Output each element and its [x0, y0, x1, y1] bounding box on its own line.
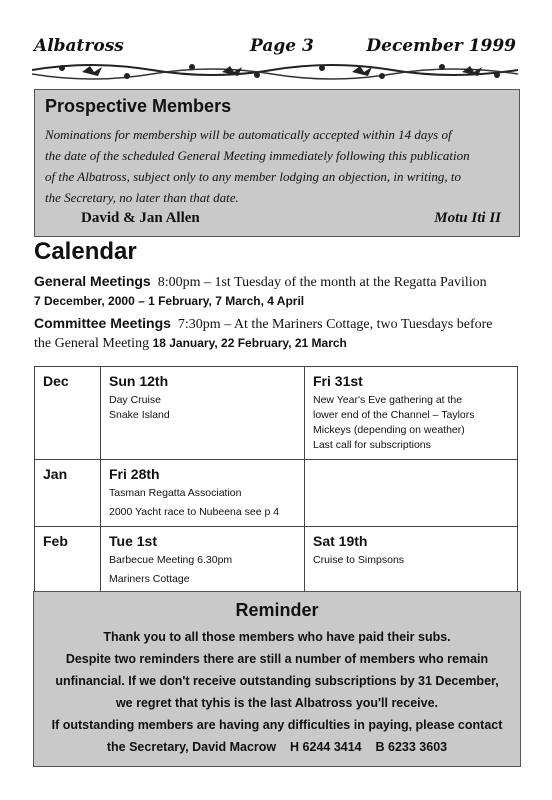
event-line: Mickeys (depending on weather) — [313, 424, 465, 436]
table-row — [35, 460, 518, 527]
table-row — [35, 367, 518, 460]
page-header — [32, 36, 518, 88]
general-meetings-info — [34, 272, 518, 311]
reminder-line: Despite two reminders there are still a number of members who remain — [65, 652, 489, 666]
prospective-text-line: of the Albatross, subject only to any member lodging an objection, in writing, to — [45, 169, 461, 184]
event-cell — [305, 367, 518, 460]
general-meetings-detail: 8:00pm – 1st Tuesday of the month at the Regatta Pavilion — [157, 275, 487, 290]
event-date: Fri 28th — [109, 466, 160, 482]
general-meetings-label: General Meetings — [34, 273, 151, 289]
event-line: Mariners Cottage — [109, 573, 190, 585]
prospective-members-box — [34, 89, 520, 237]
committee-meetings-label: Committee Meetings — [34, 315, 171, 331]
general-meetings-dates: 7 December, 2000 – 1 February, 7 March, 4 April — [34, 294, 305, 308]
issue-date: December 1999 — [366, 36, 516, 56]
prospective-members-text — [45, 124, 511, 208]
reminder-box — [33, 591, 521, 767]
event-line: New Year's Eve gathering at the — [313, 394, 463, 406]
month-cell: Feb — [35, 527, 101, 594]
publication-name: Albatross — [34, 36, 124, 56]
event-date: Sat 19th — [313, 533, 368, 549]
committee-meetings-detail-2: the General Meeting — [34, 336, 150, 351]
event-cell — [101, 367, 305, 460]
event-date: Tue 1st — [109, 533, 157, 549]
committee-meetings-dates: 18 January, 22 February, 21 March — [152, 336, 347, 350]
event-line: Cruise to Simpsons — [313, 554, 405, 566]
month-cell: Jan — [35, 460, 101, 527]
event-line: Day Cruise — [109, 394, 161, 406]
event-date: Sun 12th — [109, 373, 169, 389]
reminder-line: unfinancial. If we don't receive outstanding subscriptions by 31 December, — [55, 674, 499, 688]
prospective-text-line: the date of the scheduled General Meeting immediately following this publication — [45, 148, 470, 163]
table-row — [35, 527, 518, 594]
event-line: 2000 Yacht race to Nubeena see p 4 — [109, 506, 280, 518]
reminder-line: If outstanding members are having any difficulties in paying, please contact — [51, 718, 503, 732]
calendar-table — [34, 366, 518, 594]
reminder-line: Thank you to all those members who have paid their subs. — [103, 630, 451, 644]
event-date: Fri 31st — [313, 373, 363, 389]
month-cell: Dec — [35, 367, 101, 460]
prospective-members-title: Prospective Members — [45, 96, 232, 116]
event-line: lower end of the Channel – Taylors — [313, 409, 475, 421]
prospective-member-boat: Motu Iti II — [434, 210, 501, 226]
event-cell-empty — [305, 460, 518, 527]
reminder-line: we regret that tyhis is the last Albatross you'll receive. — [115, 696, 439, 710]
event-line: Last call for subscriptions — [313, 439, 431, 451]
holly-garland-decoration — [32, 58, 518, 86]
prospective-text-line: the Secretary, no later than that date. — [45, 190, 239, 205]
prospective-text-line: Nominations for membership will be automatically accepted within 14 days of — [45, 127, 452, 142]
event-cell — [101, 460, 305, 527]
committee-meetings-info — [34, 314, 518, 353]
event-cell — [101, 527, 305, 594]
committee-meetings-detail: 7:30pm – At the Mariners Cottage, two Tuesdays before — [177, 317, 493, 332]
event-line: Tasman Regatta Association — [109, 487, 242, 499]
reminder-contact-line: the Secretary, David Macrow H 6244 3414 B 6233 3603 — [106, 740, 448, 754]
prospective-member-names: David & Jan Allen — [81, 210, 200, 226]
event-line: Barbecue Meeting 6.30pm — [109, 554, 233, 566]
reminder-title: Reminder — [235, 600, 319, 620]
event-cell — [305, 527, 518, 594]
calendar-title: Calendar — [34, 238, 137, 265]
page-number: Page 3 — [250, 36, 314, 56]
event-line: Snake Island — [109, 409, 170, 421]
